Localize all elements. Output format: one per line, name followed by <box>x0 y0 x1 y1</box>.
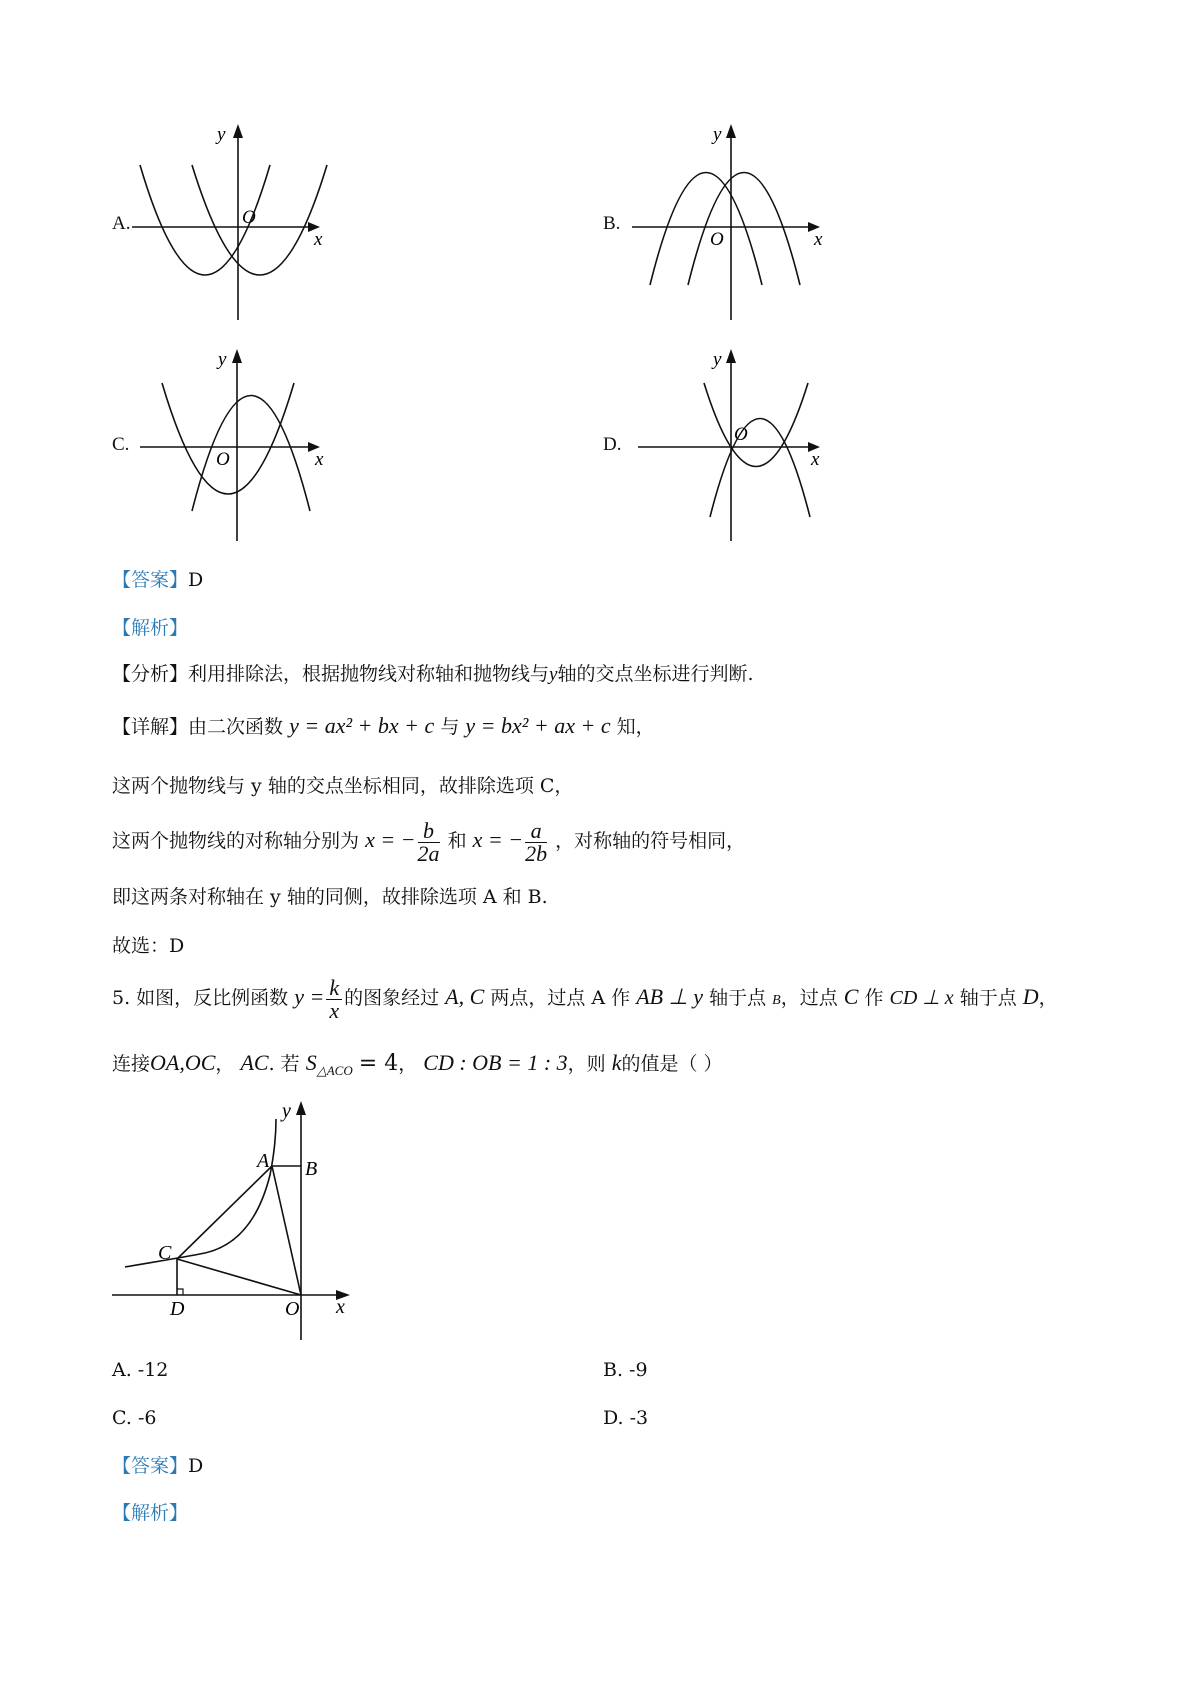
fraction-k-x: $\frac{k}{x}$ <box>326 977 342 1022</box>
fraction-a-2b: $\frac{a}{2b}$ <box>525 817 548 866</box>
option-b-label: B. <box>603 213 621 234</box>
option-c-label: C. <box>112 434 130 455</box>
svg-text:x: x <box>315 449 324 470</box>
detail-line-2: 这两个抛物线与 y 轴的交点坐标相同，故排除选项 C， <box>112 775 574 797</box>
svg-text:y: y <box>218 349 227 370</box>
svg-text:O: O <box>216 449 230 470</box>
graph-option-b <box>630 120 840 320</box>
detail-line-5: 故选：D <box>112 935 185 957</box>
q5-line-2: 连接OA,OC， AC. 若 $S_{\triangle ACO} = 4$， CD : OB = 1 : 3，则 k的值是（ ） <box>112 1050 723 1078</box>
graph-option-a <box>130 120 340 320</box>
detail-line-4: 即这两条对称轴在 y 轴的同侧，故排除选项 A 和 B. <box>112 886 548 908</box>
q5-choice-a: A. -12 <box>112 1359 169 1381</box>
fenxi-line: 【分析】利用排除法，根据抛物线对称轴和抛物线与y轴的交点坐标进行判断. <box>112 663 754 685</box>
origin-label: O <box>242 207 256 228</box>
option-d-label: D. <box>603 434 622 455</box>
graph-option-d <box>630 345 840 545</box>
label-x: x <box>336 1296 345 1318</box>
graph-option-c <box>130 345 340 545</box>
q5-choice-b: B. -9 <box>603 1359 648 1381</box>
detail-line-3: 这两个抛物线的对称轴分别为 x = − $\frac{b}{2a}$ 和 x = − $\frac{a}{2b}$ ，对称轴的符号相同， <box>112 817 746 866</box>
label-y: y <box>282 1100 291 1122</box>
svg-text:y: y <box>713 349 722 370</box>
q5-line-1: 5. 如图，反比例函数 y = $\frac{k}{x}$ 的图象经过 A, C 两点，过点 A 作 AB ⊥ y 轴于点 B，过点 C 作 CD ⊥ x 轴于点 D， <box>112 974 1058 1023</box>
axis-y-label: y <box>217 124 226 145</box>
answer-line-q4 <box>112 567 203 593</box>
q5-choice-c: C. -6 <box>112 1407 157 1429</box>
answer-line-q5: 【答案】D <box>112 1455 204 1477</box>
svg-text:x: x <box>811 449 820 470</box>
answer-tag: 【答案】 <box>112 569 189 591</box>
svg-text:O: O <box>710 229 724 250</box>
q5-choice-d: D. -3 <box>603 1407 649 1429</box>
option-a-label: A. <box>112 213 131 234</box>
label-B: B <box>305 1158 318 1180</box>
label-D: D <box>170 1298 185 1320</box>
xiangjie-line: 【详解】由二次函数 y = ax² + bx + c 与 y = bx² + ax + c 知， <box>112 713 655 738</box>
svg-text:O: O <box>734 424 748 445</box>
svg-text:x: x <box>814 229 823 250</box>
jiexi-tag-q5: 【解析】 <box>112 1502 189 1524</box>
label-C: C <box>158 1242 172 1264</box>
answer-value: D <box>188 569 204 591</box>
fraction-b-2a: $\frac{b}{2a}$ <box>417 817 440 866</box>
label-O: O <box>285 1298 300 1320</box>
svg-text:y: y <box>713 124 722 145</box>
label-A: A <box>257 1150 270 1172</box>
jiexi-tag: 【解析】 <box>112 617 189 639</box>
axis-x-label: x <box>314 229 323 250</box>
q5-figure <box>100 1095 370 1345</box>
